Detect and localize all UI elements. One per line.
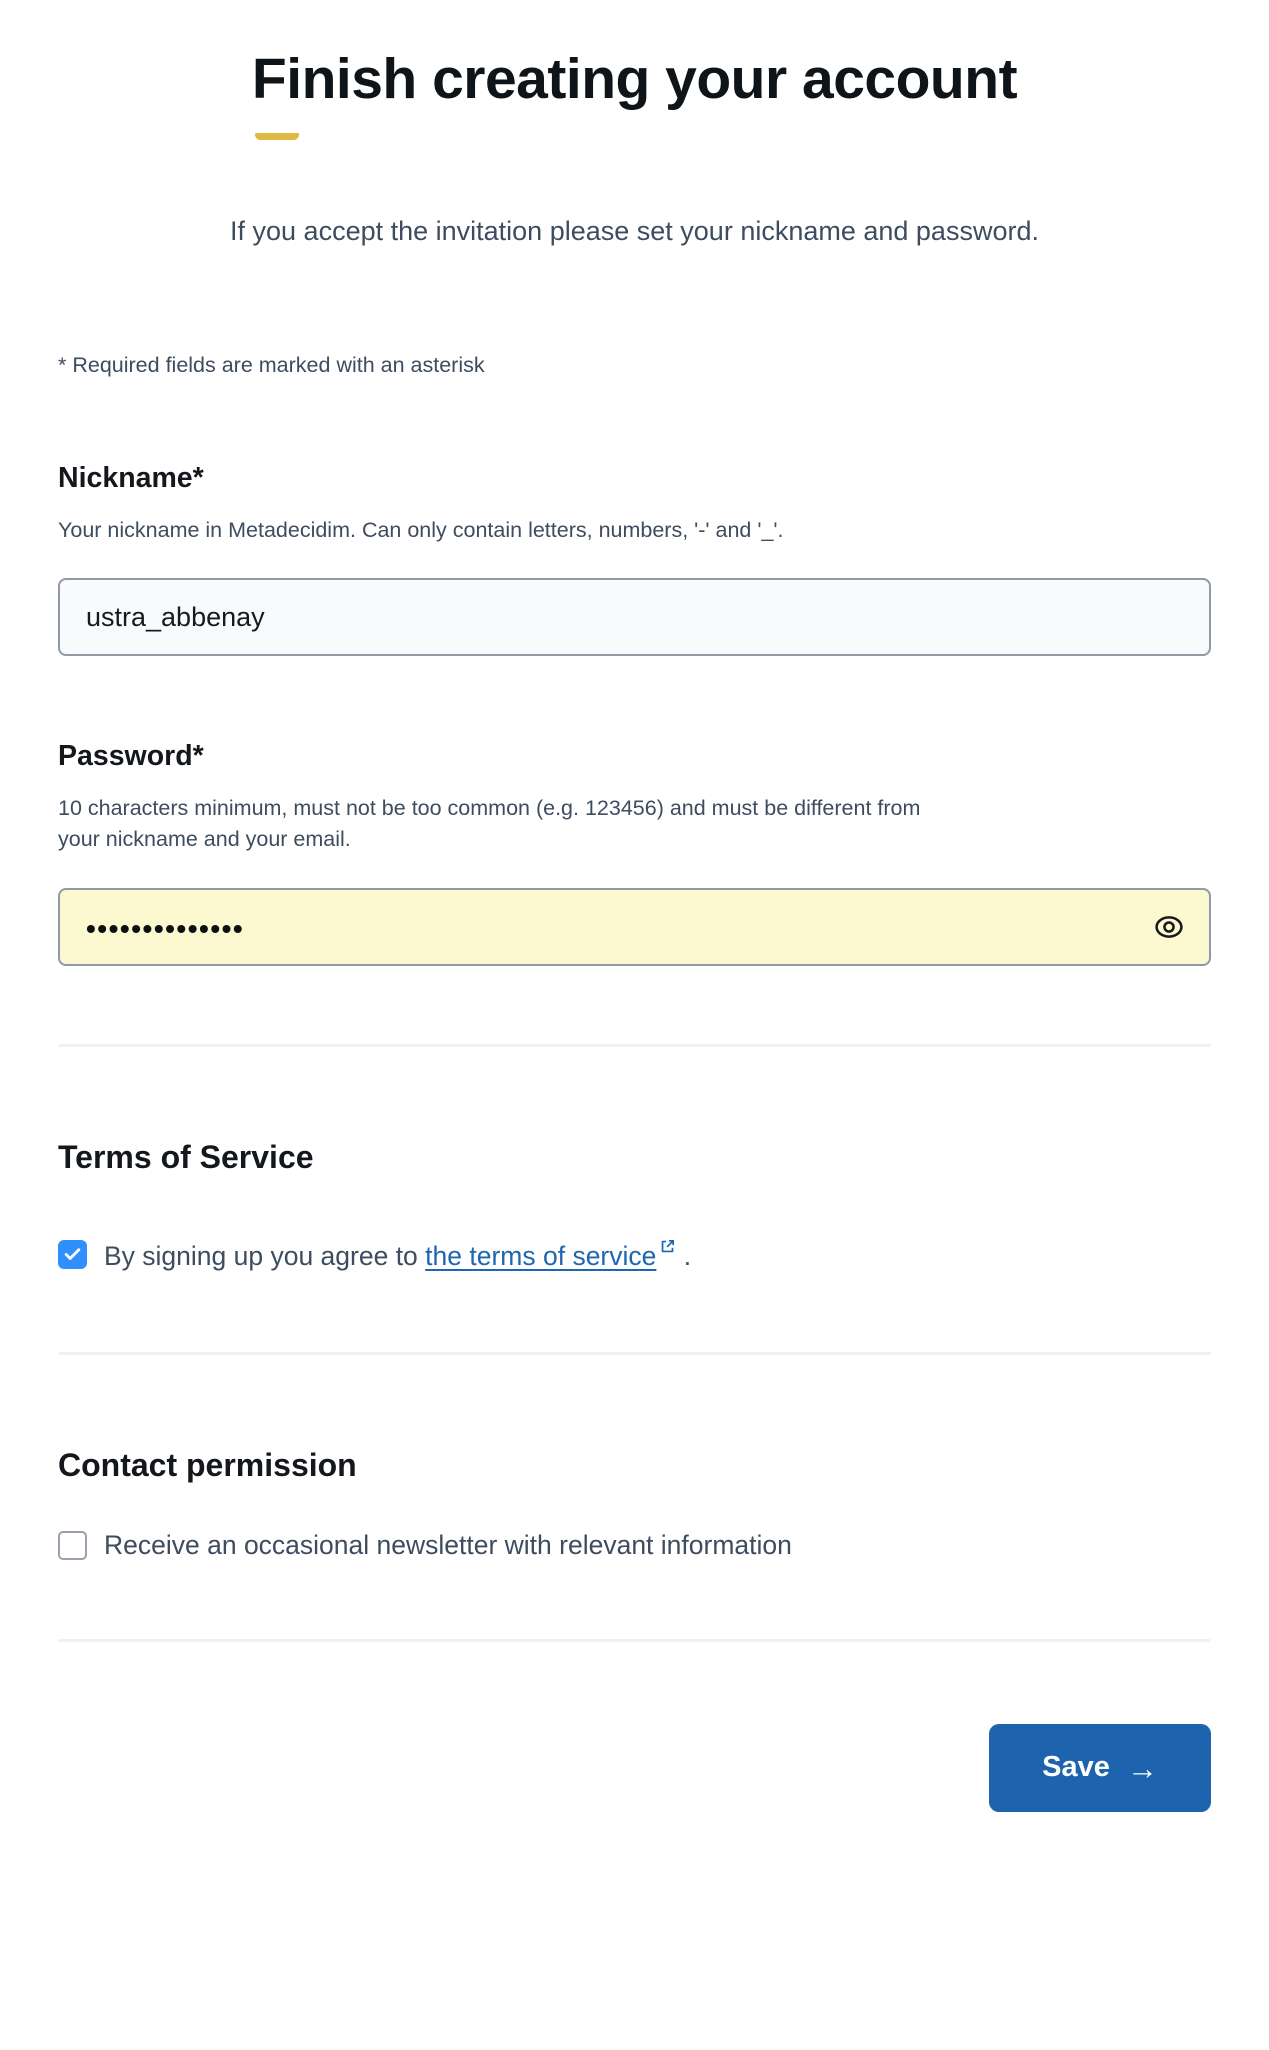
newsletter-checkbox[interactable] [58, 1531, 87, 1560]
password-help-text: 10 characters minimum, must not be too common (e.g. 123456) and must be different from your nickname and your email. [58, 796, 921, 852]
password-label: Password* [58, 740, 204, 773]
nickname-label: Nickname* [58, 462, 204, 494]
arrow-right-icon: → [1126, 1751, 1158, 1787]
terms-agreement-row [58, 1238, 1211, 1272]
page-subtitle: If you accept the invitation please set your nickname and password. [230, 216, 1039, 246]
terms-checkbox[interactable] [58, 1240, 87, 1269]
nickname-input[interactable] [58, 578, 1211, 656]
save-button[interactable] [989, 1724, 1211, 1812]
terms-label-suffix: . [676, 1240, 692, 1271]
section-divider [58, 1639, 1211, 1642]
terms-link-text: the terms of service [425, 1240, 657, 1271]
section-divider [58, 1352, 1211, 1355]
page-title: Finish creating your account [252, 46, 1017, 140]
terms-agreement-label [104, 1238, 691, 1272]
eye-icon [1153, 911, 1185, 943]
section-divider [58, 1044, 1211, 1047]
terms-label-prefix: By signing up you agree to [104, 1240, 426, 1271]
password-input[interactable] [58, 888, 1211, 966]
terms-of-service-link[interactable] [425, 1241, 676, 1271]
password-masked-value: •••••••••••••• [86, 912, 245, 944]
newsletter-row [58, 1530, 1211, 1561]
save-button-label: Save [1042, 1751, 1110, 1784]
required-fields-note: * Required fields are marked with an asterisk [58, 353, 485, 377]
newsletter-label: Receive an occasional newsletter with relevant information [104, 1529, 792, 1560]
external-link-icon [659, 1238, 676, 1255]
checkmark-icon [63, 1245, 82, 1264]
nickname-help-text: Your nickname in Metadecidim. Can only contain letters, numbers, '-' and '_'. [58, 518, 784, 542]
contact-permission-heading: Contact permission [58, 1446, 357, 1483]
toggle-password-visibility-button[interactable] [1149, 907, 1189, 947]
terms-of-service-heading: Terms of Service [58, 1138, 314, 1175]
